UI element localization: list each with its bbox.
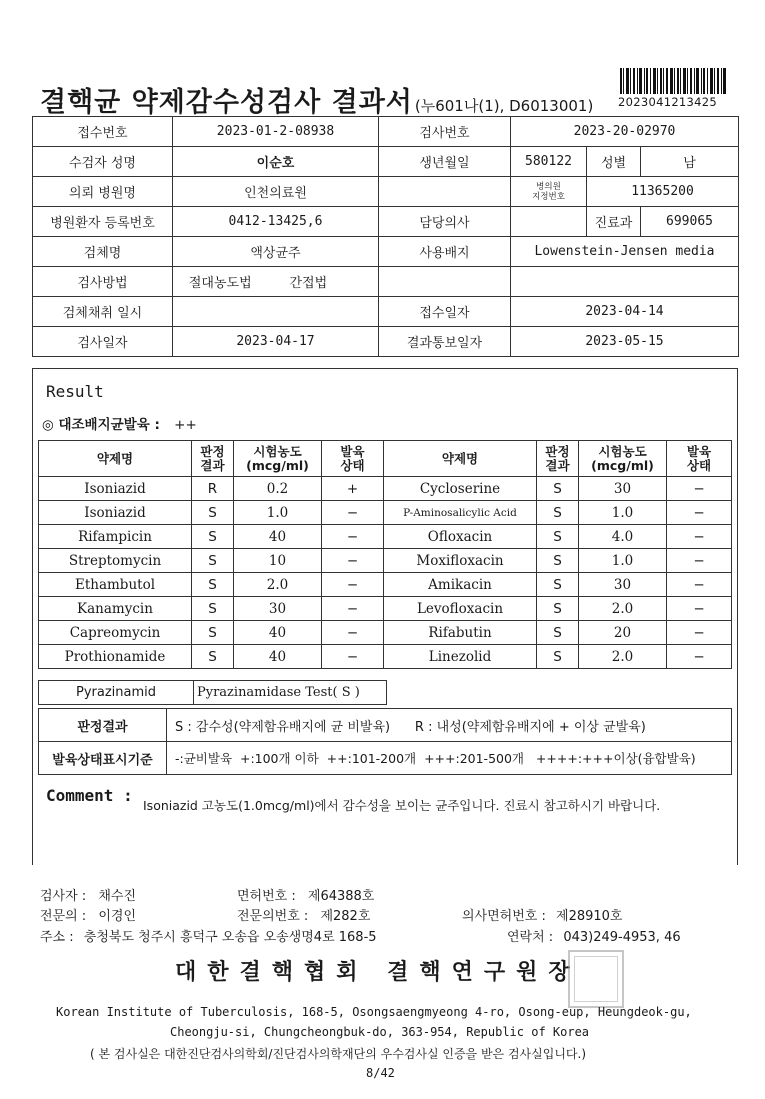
control-growth [42, 413, 197, 433]
collect-label: 검체채취 일시 [33, 297, 173, 327]
drug-name: Moxifloxacin [384, 549, 537, 573]
tester-row [40, 885, 136, 904]
table-row [33, 207, 739, 237]
address-row [40, 926, 377, 945]
result-code: S [537, 549, 579, 573]
table-row [33, 117, 739, 147]
specialist-row [40, 905, 136, 924]
table-row [33, 327, 739, 357]
criteria-label: 판정결과 [39, 709, 167, 742]
doctor-name [511, 207, 587, 237]
specimen-name: 액상균주 [173, 237, 379, 267]
report-date: 2023-05-15 [511, 327, 739, 357]
english-address-line-2: Cheongju-si, Chungcheongbuk-do, 363-954, Republic of Korea [170, 1025, 590, 1039]
table-row [39, 681, 387, 705]
specialist-label: 전문의 : [40, 909, 87, 924]
criteria-table [38, 708, 732, 775]
result-code: S [537, 525, 579, 549]
drug-name: Rifabutin [384, 621, 537, 645]
result-code: S [537, 477, 579, 501]
result-code: S [192, 525, 234, 549]
drug-name: Isoniazid [39, 501, 192, 525]
test-concentration: 1.0 [234, 501, 322, 525]
collect-date [173, 297, 379, 327]
tester-name: 채수진 [98, 889, 137, 904]
doctor-license-no: 제28910호 [556, 909, 623, 924]
pza-label: Pyrazinamid [39, 681, 194, 705]
header-conc: 시험농도 (mcg/ml) [234, 441, 322, 477]
test-concentration: 30 [579, 477, 667, 501]
method-absolute: 절대농도법 [173, 267, 268, 297]
test-concentration: 1.0 [579, 549, 667, 573]
drug-name: Rifampicin [39, 525, 192, 549]
license-no: 제64388호 [307, 889, 375, 904]
doctor-license-label: 의사면허번호 : [462, 909, 546, 924]
page-number: 8/42 [366, 1066, 395, 1080]
result-code: S [192, 597, 234, 621]
test-concentration: 20 [579, 621, 667, 645]
received-date: 2023-04-14 [511, 297, 739, 327]
growth-status: − [322, 645, 384, 669]
contact-label: 연락처 : [507, 930, 554, 945]
header-judge-right: 판정 결과 [537, 441, 579, 477]
header-drug-right: 약제명 [384, 441, 537, 477]
patient-info-table [32, 116, 739, 357]
table-row [39, 549, 732, 573]
drug-name: Amikacin [384, 573, 537, 597]
specialist-no-row [237, 905, 370, 924]
test-concentration: 30 [234, 597, 322, 621]
result-code: S [537, 645, 579, 669]
table-row [33, 237, 739, 267]
birth-label: 생년월일 [379, 147, 511, 177]
growth-status: − [667, 549, 732, 573]
test-concentration: 4.0 [579, 525, 667, 549]
header-conc-right: 시험농도 (mcg/ml) [579, 441, 667, 477]
method-label: 검사방법 [33, 267, 173, 297]
growth-criteria-label: 발육상태표시기준 [39, 742, 167, 775]
table-row [39, 621, 732, 645]
growth-status: − [322, 549, 384, 573]
table-row [39, 597, 732, 621]
test-concentration: 0.2 [234, 477, 322, 501]
result-code: S [192, 549, 234, 573]
license-row [237, 885, 374, 904]
drug-name: Isoniazid [39, 477, 192, 501]
test-concentration: 2.0 [579, 645, 667, 669]
drug-name: Ethambutol [39, 573, 192, 597]
sex-value: 남 [641, 147, 739, 177]
table-row [33, 267, 739, 297]
table-row [39, 525, 732, 549]
result-code: S [537, 501, 579, 525]
address-text: 충청북도 청주시 흥덕구 오송읍 오송생명4로 168-5 [83, 930, 377, 945]
method-indirect: 간접법 [268, 267, 379, 297]
table-row [33, 147, 739, 177]
growth-status: − [667, 645, 732, 669]
growth-status: − [322, 525, 384, 549]
header-growth-right: 발육 상태 [667, 441, 732, 477]
growth-status: − [322, 621, 384, 645]
table-row [33, 297, 739, 327]
result-code: R [192, 477, 234, 501]
hospital-code-label: 병의원 지정번호 [511, 177, 587, 207]
name-label: 수검자 성명 [33, 147, 173, 177]
doctor-license-row [462, 905, 623, 924]
growth-status: − [322, 501, 384, 525]
specialist-name: 이경인 [98, 909, 137, 924]
drug-name: Prothionamide [39, 645, 192, 669]
drug-name: P-Aminosalicylic Acid [384, 501, 537, 525]
birth-date: 580122 [511, 147, 587, 177]
test-concentration: 2.0 [234, 573, 322, 597]
result-code: S [192, 573, 234, 597]
growth-status: − [667, 501, 732, 525]
test-concentration: 1.0 [579, 501, 667, 525]
specimen-label: 검체명 [33, 237, 173, 267]
result-code: S [537, 597, 579, 621]
drug-name: Streptomycin [39, 549, 192, 573]
address-label: 주소 : [40, 930, 74, 945]
title-text: 결핵균 약제감수성검사 결과서 [40, 87, 413, 118]
patient-name: 이순호 [173, 147, 379, 177]
drug-name: Levofloxacin [384, 597, 537, 621]
received-label: 접수일자 [379, 297, 511, 327]
table-row [33, 177, 739, 207]
drug-name: Linezolid [384, 645, 537, 669]
patient-reg-label: 병원환자 등록번호 [33, 207, 173, 237]
result-code: S [192, 501, 234, 525]
contact-phone: 043)249-4953, 46 [563, 930, 681, 945]
sex-label: 성별 [587, 147, 641, 177]
result-code: S [192, 645, 234, 669]
growth-criteria-text: -:균비발육 +:100개 이하 ++:101-200개 +++:201-500개 ++++:+++이상(융합발육) [167, 742, 732, 775]
table-header-row [39, 441, 732, 477]
barcode-number: 2023041213425 [618, 95, 718, 109]
test-date: 2023-04-17 [173, 327, 379, 357]
certification-note: ( 본 검사실은 대한진단검사의학회/진단검사의학재단의 우수검사실 인증을 받은 검사실입니다.) [90, 1047, 587, 1061]
header-growth: 발육 상태 [322, 441, 384, 477]
test-no: 2023-20-02970 [511, 117, 739, 147]
table-row [39, 573, 732, 597]
hospital-name: 인천의료원 [173, 177, 379, 207]
growth-status: − [667, 621, 732, 645]
growth-status: − [667, 597, 732, 621]
result-code: S [537, 573, 579, 597]
test-concentration: 40 [234, 525, 322, 549]
growth-status: − [322, 573, 384, 597]
dept-label: 진료과 [587, 207, 641, 237]
doctor-label: 담당의사 [379, 207, 511, 237]
comment-text: Isoniazid 고농도(1.0mcg/ml)에서 감수성을 보이는 균주입니다. 진료시 참고하시기 바랍니다. [143, 798, 661, 813]
drug-susceptibility-table [38, 440, 732, 669]
receipt-no: 2023-01-2-08938 [173, 117, 379, 147]
table-row [39, 477, 732, 501]
contact-row [507, 926, 681, 945]
medium-name: Lowenstein-Jensen media [511, 237, 739, 267]
growth-status: − [322, 597, 384, 621]
hospital-label: 의뢰 병원명 [33, 177, 173, 207]
result-code: S [537, 621, 579, 645]
test-concentration: 40 [234, 621, 322, 645]
document-title [40, 80, 593, 119]
growth-status: − [667, 573, 732, 597]
header-drug: 약제명 [39, 441, 192, 477]
institute-name: 대한결핵협회 결핵연구원장 [175, 960, 581, 985]
pyrazinamide-table [38, 680, 387, 705]
criteria-text: S : 감수성(약제함유배지에 균 비발육) R : 내성(약제함유배지에 + 이상 균발육) [167, 709, 732, 742]
english-address-line-1: Korean Institute of Tuberculosis, 168-5, Osongsaengmyeong 4-ro, Osong-eup, Heungdeok-gu, [56, 1005, 692, 1019]
control-value: ++ [174, 417, 197, 433]
report-label: 결과통보일자 [379, 327, 511, 357]
barcode-image [620, 68, 726, 94]
drug-name: Capreomycin [39, 621, 192, 645]
table-row [39, 742, 732, 775]
test-no-label: 검사번호 [379, 117, 511, 147]
drug-name: Cycloserine [384, 477, 537, 501]
control-label: ◎ 대조배지균발육 : [42, 417, 160, 433]
test-concentration: 30 [579, 573, 667, 597]
growth-status: − [667, 525, 732, 549]
test-concentration: 10 [234, 549, 322, 573]
pza-value: Pyrazinamidase Test( S ) [194, 681, 387, 705]
receipt-no-label: 접수번호 [33, 117, 173, 147]
official-seal-stamp [568, 950, 624, 1008]
header-judge: 판정 결과 [192, 441, 234, 477]
table-row [39, 709, 732, 742]
drug-name: Ofloxacin [384, 525, 537, 549]
drug-name: Kanamycin [39, 597, 192, 621]
growth-status: + [322, 477, 384, 501]
license-label: 면허번호 : [237, 889, 296, 904]
patient-reg-no: 0412-13425,6 [173, 207, 379, 237]
test-concentration: 2.0 [579, 597, 667, 621]
specialist-no-label: 전문의번호 : [237, 909, 309, 924]
growth-status: − [667, 477, 732, 501]
medium-label: 사용배지 [379, 237, 511, 267]
test-date-label: 검사일자 [33, 327, 173, 357]
test-concentration: 40 [234, 645, 322, 669]
table-row [39, 645, 732, 669]
result-label: Result [46, 382, 104, 401]
table-row [39, 501, 732, 525]
form-code: (누601나(1), D6013001) [414, 97, 594, 115]
hospital-code: 11365200 [587, 177, 739, 207]
tester-label: 검사자 : [40, 889, 87, 904]
dept-code: 699065 [641, 207, 739, 237]
result-code: S [192, 621, 234, 645]
comment-label: Comment : [46, 786, 133, 805]
specialist-no: 제282호 [320, 909, 371, 924]
